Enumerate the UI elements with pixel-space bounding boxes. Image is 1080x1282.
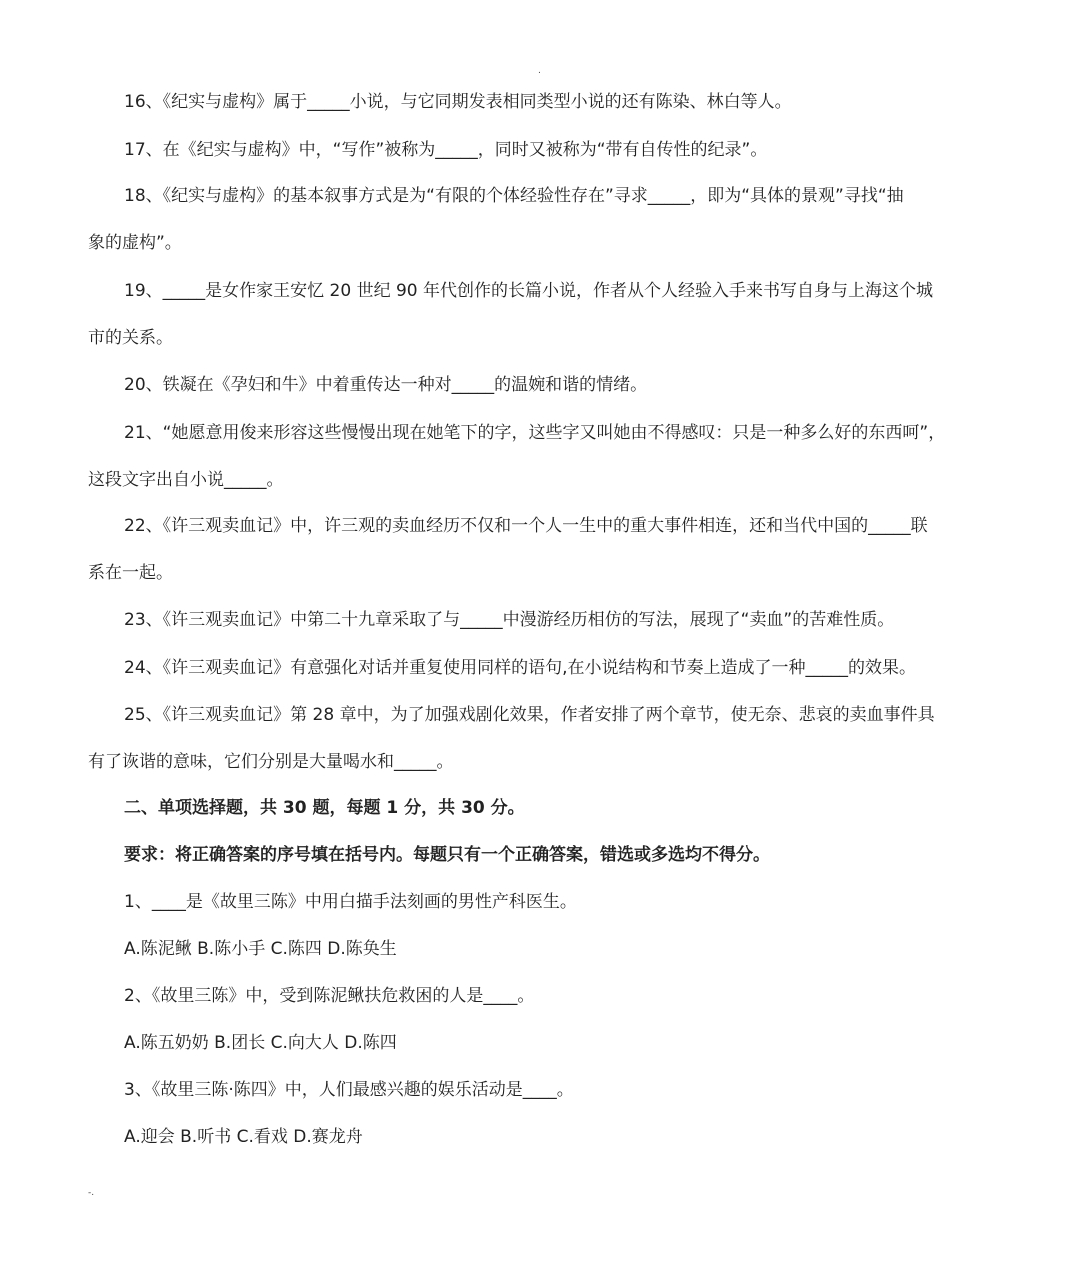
question-23 [88, 597, 1000, 644]
choice-question-1-options: A.陈泥鳅 B.陈小手 C.陈四 D.陈奂生 [124, 939, 397, 959]
question-19-line-1: 19、_____是女作家王安忆 20 世纪 90 年代创作的长篇小说，作者从个人经验入手来书写自身与上海这个城 [124, 281, 934, 301]
choice-question-2-options: A.陈五奶奶 B.团长 C.向大人 D.陈四 [124, 1033, 397, 1053]
question-25 [88, 692, 1000, 786]
footer-mark: -. [88, 1188, 95, 1198]
question-19-line-2: 市的关系。 [88, 328, 173, 348]
question-22-line-1: 22、《许三观卖血记》中，许三观的卖血经历不仅和一个人一生中的重大事件相连，还和当代中国的_____联 [124, 516, 928, 536]
question-16 [88, 79, 1000, 126]
section-2-heading-text: 二、单项选择题，共 30 题，每题 1 分，共 30 分。 [124, 798, 525, 818]
question-18 [88, 173, 1000, 267]
choice-question-1 [88, 879, 1000, 973]
question-20 [88, 362, 1000, 409]
question-21 [88, 410, 1000, 504]
question-22 [88, 503, 1000, 597]
section-2-requirement-text: 要求：将正确答案的序号填在括号内。每题只有一个正确答案，错选或多选均不得分。 [124, 845, 770, 865]
question-22-line-2: 系在一起。 [88, 563, 173, 583]
question-25-line-2: 有了诙谐的意味，它们分别是大量喝水和_____。 [88, 752, 454, 772]
question-19 [88, 268, 1000, 362]
question-25-line-1: 25、《许三观卖血记》第 28 章中，为了加强戏剧化效果，作者安排了两个章节，使无奈、悲哀的卖血事件具 [124, 705, 935, 725]
question-20-line-1: 20、铁凝在《孕妇和牛》中着重传达一种对_____的温婉和谐的情绪。 [124, 375, 648, 395]
question-17 [88, 127, 1000, 174]
section-2-requirement [88, 832, 1000, 879]
question-23-line-1: 23、《许三观卖血记》中第二十九章采取了与_____中漫游经历相仿的写法，展现了“卖血”的苦难性质。 [124, 610, 895, 630]
question-24 [88, 645, 1000, 692]
choice-question-1-text: 1、____是《故里三陈》中用白描手法刻画的男性产科医生。 [124, 892, 577, 912]
question-17-line-1: 17、在《纪实与虚构》中，“写作”被称为_____，同时又被称为“带有自传性的纪录”。 [124, 140, 768, 160]
question-21-line-2: 这段文字出自小说_____。 [88, 470, 284, 490]
section-2-heading [88, 785, 1000, 832]
question-24-line-1: 24、《许三观卖血记》有意强化对话并重复使用同样的语句,在小说结构和节奏上造成了一种_____的效果。 [124, 658, 917, 678]
choice-question-2-text: 2、《故里三陈》中，受到陈泥鳅扶危救困的人是____。 [124, 986, 535, 1006]
choice-question-3 [88, 1067, 1000, 1161]
question-21-line-1: 21、“她愿意用俊来形容这些慢慢出现在她笔下的字，这些字又叫她由不得感叹：只是一种多么好的东西呵”， [124, 423, 946, 443]
question-16-line-1: 16、《纪实与虚构》属于_____小说，与它同期发表相同类型小说的还有陈染、林白等人。 [124, 92, 792, 112]
choice-question-2 [88, 973, 1000, 1067]
question-18-line-2: 象的虚构”。 [88, 233, 182, 253]
header-mark: . [538, 66, 541, 76]
choice-question-3-text: 3、《故里三陈·陈四》中，人们最感兴趣的娱乐活动是____。 [124, 1080, 574, 1100]
choice-question-3-options: A.迎会 B.听书 C.看戏 D.赛龙舟 [124, 1127, 363, 1147]
question-18-line-1: 18、《纪实与虚构》的基本叙事方式是为“有限的个体经验性存在”寻求_____，即为“具体的景观”寻找“抽 [124, 186, 904, 206]
